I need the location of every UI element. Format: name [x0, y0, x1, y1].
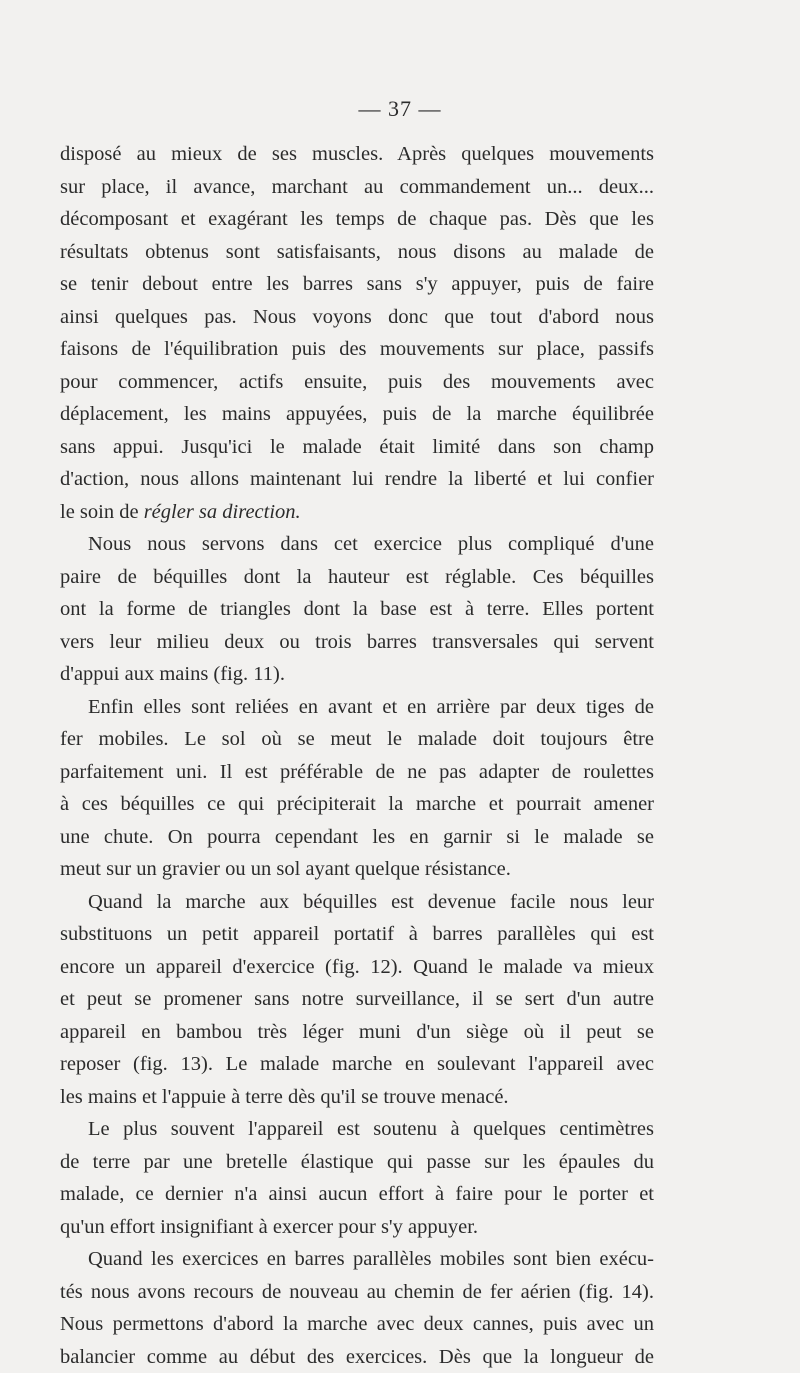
text-line: ainsi quelques pas. Nous voyons donc que tout d'abord nous	[60, 301, 654, 334]
text-line: appareil en bambou très léger muni d'un siège où il peut se	[60, 1016, 654, 1049]
text-line: à ces béquilles ce qui précipiterait la marche et pourrait amener	[60, 788, 654, 821]
text-line: sans appui. Jusqu'ici le malade était limité dans son champ	[60, 431, 654, 464]
text-line: les mains et l'appuie à terre dès qu'il se trouve menacé.	[60, 1081, 654, 1114]
text-line: malade, ce dernier n'a ainsi aucun effort à faire pour le porter et	[60, 1178, 654, 1211]
text-line: d'appui aux mains (fig. 11).	[60, 658, 654, 691]
text-line-last	[60, 496, 654, 529]
text-line: Enfin elles sont reliées en avant et en arrière par deux tiges de	[60, 691, 654, 724]
text-line: qu'un effort insignifiant à exercer pour s'y appuyer.	[60, 1211, 654, 1244]
text-fragment: le soin de	[60, 501, 144, 523]
text-line: résultats obtenus sont satisfaisants, nous disons au malade de	[60, 236, 654, 269]
text-line: parfaitement uni. Il est préférable de ne pas adapter de roulettes	[60, 756, 654, 789]
paragraph	[60, 1243, 654, 1373]
paragraph	[60, 138, 654, 528]
text-line: vers leur milieu deux ou trois barres transversales qui servent	[60, 626, 654, 659]
text-line: sur place, il avance, marchant au commandement un... deux...	[60, 171, 654, 204]
italic-phrase: régler sa direction.	[144, 501, 301, 523]
text-line: Nous permettons d'abord la marche avec deux cannes, puis avec un	[60, 1308, 654, 1341]
text-line: une chute. On pourra cependant les en garnir si le malade se	[60, 821, 654, 854]
text-line: fer mobiles. Le sol où se meut le malade doit toujours être	[60, 723, 654, 756]
text-line: de terre par une bretelle élastique qui passe sur les épaules du	[60, 1146, 654, 1179]
page-number: — 37 —	[0, 96, 800, 122]
text-line: encore un appareil d'exercice (fig. 12). Quand le malade va mieux	[60, 951, 654, 984]
paragraph	[60, 886, 654, 1114]
text-line: et peut se promener sans notre surveillance, il se sert d'un autre	[60, 983, 654, 1016]
text-line: paire de béquilles dont la hauteur est réglable. Ces béquilles	[60, 561, 654, 594]
text-line: tés nous avons recours de nouveau au chemin de fer aérien (fig. 14).	[60, 1276, 654, 1309]
text-line: déplacement, les mains appuyées, puis de la marche équilibrée	[60, 398, 654, 431]
text-line: Le plus souvent l'appareil est soutenu à quelques centimètres	[60, 1113, 654, 1146]
paragraph	[60, 691, 654, 886]
text-line: disposé au mieux de ses muscles. Après quelques mouvements	[60, 138, 654, 171]
paragraph	[60, 528, 654, 691]
text-line: pour commencer, actifs ensuite, puis des mouvements avec	[60, 366, 654, 399]
text-line: reposer (fig. 13). Le malade marche en soulevant l'appareil avec	[60, 1048, 654, 1081]
text-line: meut sur un gravier ou un sol ayant quelque résistance.	[60, 853, 654, 886]
text-line: d'action, nous allons maintenant lui rendre la liberté et lui confier	[60, 463, 654, 496]
text-line: décomposant et exagérant les temps de chaque pas. Dès que les	[60, 203, 654, 236]
text-line: Quand la marche aux béquilles est devenue facile nous leur	[60, 886, 654, 919]
text-line: faisons de l'équilibration puis des mouvements sur place, passifs	[60, 333, 654, 366]
text-line: ont la forme de triangles dont la base est à terre. Elles portent	[60, 593, 654, 626]
text-line: se tenir debout entre les barres sans s'y appuyer, puis de faire	[60, 268, 654, 301]
text-line: Nous nous servons dans cet exercice plus compliqué d'une	[60, 528, 654, 561]
text-line: Quand les exercices en barres parallèles mobiles sont bien exécu-	[60, 1243, 654, 1276]
paragraph	[60, 1113, 654, 1243]
body-text	[60, 138, 654, 1373]
text-line: substituons un petit appareil portatif à barres parallèles qui est	[60, 918, 654, 951]
text-line: balancier comme au début des exercices. Dès que la longueur de	[60, 1341, 654, 1373]
